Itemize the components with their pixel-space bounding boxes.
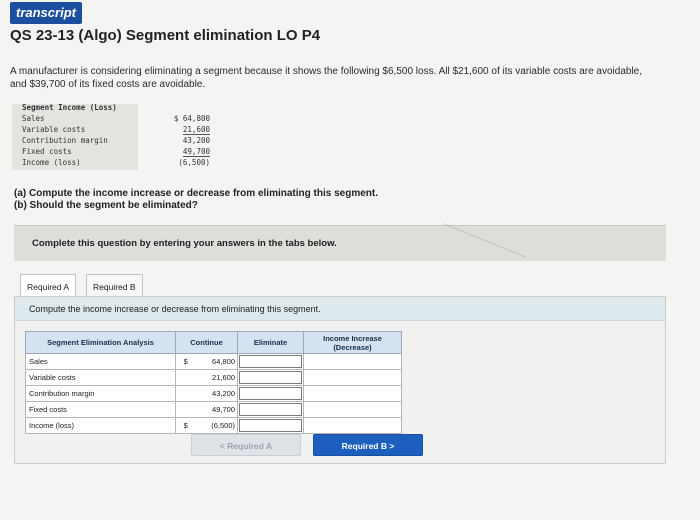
increase-cell xyxy=(304,370,402,386)
increase-cell xyxy=(304,354,402,370)
income-statement-heading: Segment Income (Loss) xyxy=(22,103,117,112)
eliminate-input[interactable] xyxy=(239,387,302,400)
statement-label: Sales xyxy=(22,114,45,123)
header-eliminate: Eliminate xyxy=(238,332,304,354)
continue-value: 49,700 xyxy=(196,402,238,418)
row-label: Income (loss) xyxy=(26,418,176,434)
statement-label: Variable costs xyxy=(22,125,86,134)
brand-logo: transcript xyxy=(10,2,82,24)
currency-symbol: $ xyxy=(176,418,196,434)
row-label: Sales xyxy=(26,354,176,370)
row-label: Fixed costs xyxy=(26,402,176,418)
next-tab-button[interactable]: Required B > xyxy=(313,434,423,456)
statement-value: (6,500) xyxy=(178,158,210,167)
statement-label: Fixed costs xyxy=(22,147,72,156)
currency-symbol xyxy=(176,402,196,418)
eliminate-input[interactable] xyxy=(239,355,302,368)
table-row xyxy=(26,354,402,370)
tab-required-b[interactable]: Required B xyxy=(86,274,143,298)
question-parts xyxy=(14,188,378,212)
increase-cell xyxy=(304,418,402,434)
increase-cell xyxy=(304,402,402,418)
statement-value: 21,600 xyxy=(182,125,210,134)
row-label: Contribution margin xyxy=(26,386,176,402)
table-row xyxy=(26,386,402,402)
income-statement xyxy=(14,103,214,169)
statement-value: 43,200 xyxy=(182,136,210,145)
compute-prompt-bar xyxy=(15,297,665,321)
currency-symbol: $ xyxy=(176,354,196,370)
statement-label: Contribution margin xyxy=(22,136,108,145)
compute-prompt: Compute the income increase or decrease from eliminating this segment. xyxy=(29,304,321,314)
eliminate-input[interactable] xyxy=(239,419,302,432)
header-analysis: Segment Elimination Analysis xyxy=(26,332,176,354)
statement-label: Income (loss) xyxy=(22,158,81,167)
continue-value: 43,200 xyxy=(196,386,238,402)
continue-value: (6,500) xyxy=(196,418,238,434)
instruction-bar xyxy=(14,225,666,261)
statement-value: 49,700 xyxy=(182,147,210,156)
previous-tab-button[interactable]: < Required A xyxy=(191,434,301,456)
table-row xyxy=(26,402,402,418)
row-label: Variable costs xyxy=(26,370,176,386)
header-income-increase: Income Increase (Decrease) xyxy=(304,332,402,354)
table-row xyxy=(26,418,402,434)
segment-elimination-table xyxy=(25,331,402,434)
instruction-text: Complete this question by entering your answers in the tabs below. xyxy=(32,238,337,249)
eliminate-input[interactable] xyxy=(239,403,302,416)
question-title: QS 23-13 (Algo) Segment elimination LO P4 xyxy=(10,27,321,44)
part-b: (b) Should the segment be eliminated? xyxy=(14,200,198,211)
currency-symbol xyxy=(176,386,196,402)
continue-value: 64,800 xyxy=(196,354,238,370)
table-row xyxy=(26,370,402,386)
currency-symbol xyxy=(176,370,196,386)
eliminate-input[interactable] xyxy=(239,371,302,384)
part-a: (a) Compute the income increase or decrease from eliminating this segment. xyxy=(14,188,378,199)
statement-value: $ 64,800 xyxy=(173,114,210,123)
tab-required-a[interactable]: Required A xyxy=(20,274,76,298)
problem-intro: A manufacturer is considering eliminating a segment because it shows the following $6,500 loss. All $21,600 of its variable costs are avoidable, and $39,700 of its fixed costs are avoidable. xyxy=(10,66,643,90)
continue-value: 21,600 xyxy=(196,370,238,386)
increase-cell xyxy=(304,386,402,402)
header-continue: Continue xyxy=(176,332,238,354)
